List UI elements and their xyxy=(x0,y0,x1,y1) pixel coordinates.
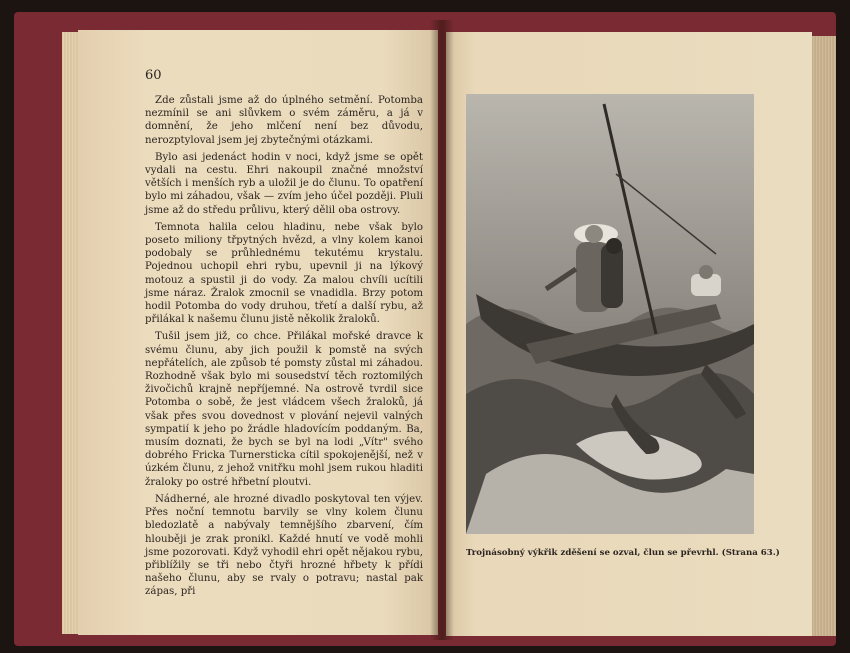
right-page xyxy=(446,32,812,636)
paragraph: Temnota halila celou hladinu, nebe však bylo poseto miliony třpytných hvězd, a vlny kolem kanoi podobaly se průhlednému tekutému krystalu. Pojednou uchopil ehri rybu, upevnil ji na lýkový motouz a spustil ji do vody. Za malou chvíli ucítili jsme náraz. Žralok zmocnil se vnadidla. Brzy potom hodil Potomba do vody druhou, třetí a další rybu, až přilákal k našemu člunu jistě několik žraloků. xyxy=(145,221,423,326)
left-page xyxy=(78,30,438,635)
paragraph: Bylo asi jedenáct hodin v noci, když jsme se opět vydali na cestu. Ehri nakoupil značné množství větších i menších ryb a uložil je do člunu. To opatření bylo mi záhadou, však — zvím jeho účel později. Pluli jsme až do středu průlivu, který dělil oba ostrovy. xyxy=(145,151,423,216)
shipwreck-illustration-icon xyxy=(466,94,754,534)
page-block-edge xyxy=(812,36,836,636)
book-spine xyxy=(430,20,454,640)
paragraph: Zde zůstali jsme až do úplného setmění. Potomba nezmínil se ani slůvkem o svém záměru, a já v domnění, že jeho mlčení není bez důvodu, nerozptyloval jsem jej zbytečnými otázkami. xyxy=(145,95,423,146)
paragraph: Nádherné, ale hrozné divadlo poskytoval ten výjev. Přes noční temnotu barvily se vlny kolem člunu bledozlatě a nabývaly temnějšího zbarvení, čím hlouběji je zrak pronikl. Každé hnutí ve vodě mohli jsme pozorovati. Když vyhodil ehri opět nějakou rybu, přiblížily se tři nebo čtyři hrozné hřbety k přídi našeho člunu, aby se rvaly o potravu; nastal pak zápas, při xyxy=(145,493,423,598)
illustration-caption: Trojnásobný výkřik zděšení se ozval, člun se převrhl. (Strana 63.) xyxy=(466,548,780,558)
page-number: 60 xyxy=(145,68,162,83)
paragraph: Tušil jsem již, co chce. Přilákal mořské dravce k svému člunu, aby jich použil k pomstě na svých nepřátelích, ale způsob té pomsty zůstal mi záhadou. Rozhodně však bylo mi sousedství těch roztomilých živočichů krajně nepříjemné. Na ostrově tvrdil sice Potomba o sobě, že jest vládcem všech žraloků, já však přes svou dovednost v plování nejevil valných sympatií k jeho po žrádle hladovícím poddaným. Ba, musím doznati, že bych se byl na lodi „Vítr" svého dobrého Fricka Turnersticka cítil spokojenější, než v úzkém člunu, z jehož vnitřku mohl jsem rukou hladiti žraloky po ostré hřbetní ploutvi. xyxy=(145,331,423,488)
body-text xyxy=(145,94,423,603)
